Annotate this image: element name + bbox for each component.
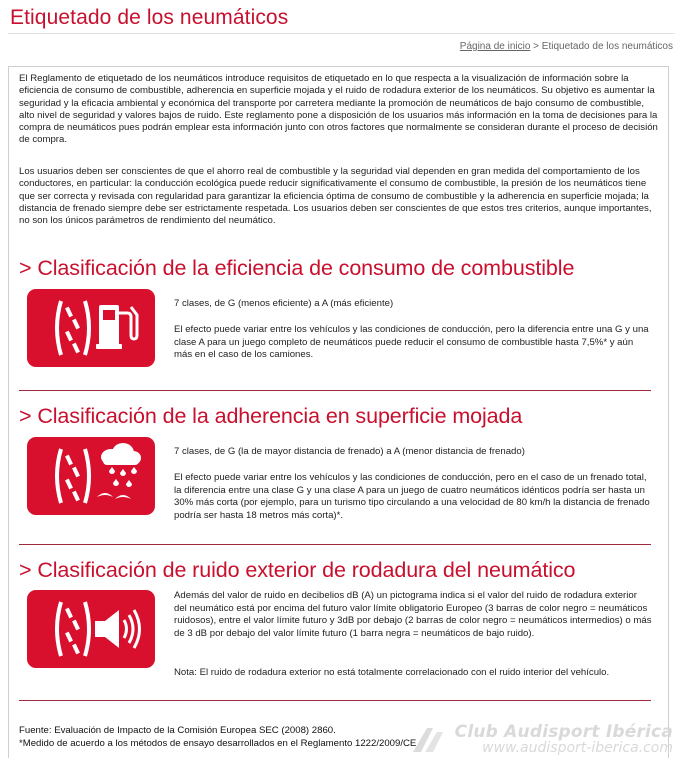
breadcrumb-current: Etiquetado de los neumáticos (541, 41, 673, 52)
tyre-fuel-pump-icon (27, 289, 155, 367)
footer-note: *Medido de acuerdo a los métodos de ensayo desarrollados en el Reglamento 1222/2009/CE (19, 738, 417, 749)
breadcrumb-separator: > (533, 41, 540, 52)
watermark-url: www.audisport-iberica.com (482, 740, 673, 756)
section-divider (19, 544, 651, 545)
section-noise-note: Nota: El ruido de rodadura exterior no está totalmente correlacionado con el ruido interior del vehículo. (174, 667, 610, 678)
section-heading-wet-grip: > Clasificación de la adherencia en superficie mojada (19, 404, 523, 428)
watermark-brand: Club Audisport Ibérica (454, 722, 673, 742)
section-heading-noise: > Clasificación de ruido exterior de rodadura del neumático (19, 558, 576, 582)
section-heading-fuel: > Clasificación de la eficiencia de consumo de combustible (19, 256, 575, 280)
breadcrumb-home-link[interactable]: Página de inicio (459, 41, 531, 52)
breadcrumb (460, 41, 673, 52)
intro-paragraph-1: El Reglamento de etiquetado de los neumáticos introduce requisitos de etiquetado en lo que respecta a la visualización de información sobre la eficiencia de consumo de combustible, adherencia en superficie mojada y el ruido de rodadura exterior de los neumáticos. Su objetivo es aumentar la seguridad y la eficacia ambiental y económica del transporte por carretera mediante la promoción de neumáticos de bajo consumo de combustible, alto nivel de seguridad y valores bajos de ruido. Este reglamento pone a disposición de los usuarios más información en la toma de decisiones para la compra de neumáticos pues podrán emplear esta información junto con otros factores que normalmente se consideran durante el proceso de decisión de compra. (19, 73, 658, 146)
footer-source: Fuente: Evaluación de Impacto de la Comisión Europea SEC (2008) 2860. (19, 725, 336, 736)
section-wet-grip-effect: El efecto puede variar entre los vehículos y las condiciones de conducción, pero en el caso de un frenado total, la diferencia entre una clase G y una clase A para un juego de cuatro neumáticos idénticos podría ser hasta un 30% más corta (por ejemplo, para un turismo tipo circulando a una velocidad de 80 km/h la distancia de frenado podría ser hasta 18 metros más corta)*. (174, 472, 650, 521)
section-fuel-classes: 7 clases, de G (menos eficiente) a A (más eficiente) (174, 298, 394, 309)
section-divider (19, 700, 651, 701)
section-fuel-effect: El efecto puede variar entre los vehículos y las condiciones de conducción, pero la diferencia entre una G y una clase A para un juego completo de neumáticos puede reducir el consumo de combustible hasta 7,5%* y aún más en el caso de los camiones. (174, 324, 649, 361)
title-divider (8, 33, 675, 34)
tyre-speaker-icon (27, 590, 155, 668)
section-noise-description: Además del valor de ruido en decibelios dB (A) un pictograma indica si el valor del ruido de rodadura exterior del neumático está por encima del futuro valor límite obligatorio Europeo (3 barras de color negro = neumáticos ruidosos), entre el valor límite futuro y 3dB por debajo (2 barras de color negro = neumáticos intermedios) o más de 3 dB por debajo del valor límite futuro (1 barra negra = neumáticos de bajo ruido). (174, 590, 652, 639)
intro-paragraph-2: Los usuarios deben ser conscientes de que el ahorro real de combustible y la seguridad vial dependen en gran medida del comportamiento de los conductores, en particular: la conducción ecológica puede reducir significativamente el consumo de combustible, la presión de los neumáticos tiene que ser correcta y revisada con regularidad para garantizar la eficiencia óptima de consumo de combustible y la adherencia en superficie mojada; la distancia de frenado siempre debe ser estrictamente respetada. Los usuarios deben ser conscientes de que estos tres criterios, aunque importantes, no son los únicos parámetros de rendimiento del neumático. (19, 166, 652, 227)
page-title: Etiquetado de los neumáticos (10, 6, 289, 29)
watermark-logo-icon (407, 726, 447, 754)
section-divider (19, 390, 651, 391)
section-wet-grip-classes: 7 clases, de G (la de mayor distancia de frenado) a A (menor distancia de frenado) (174, 446, 525, 457)
tyre-rain-cloud-icon (27, 437, 155, 515)
content-panel (8, 66, 669, 758)
